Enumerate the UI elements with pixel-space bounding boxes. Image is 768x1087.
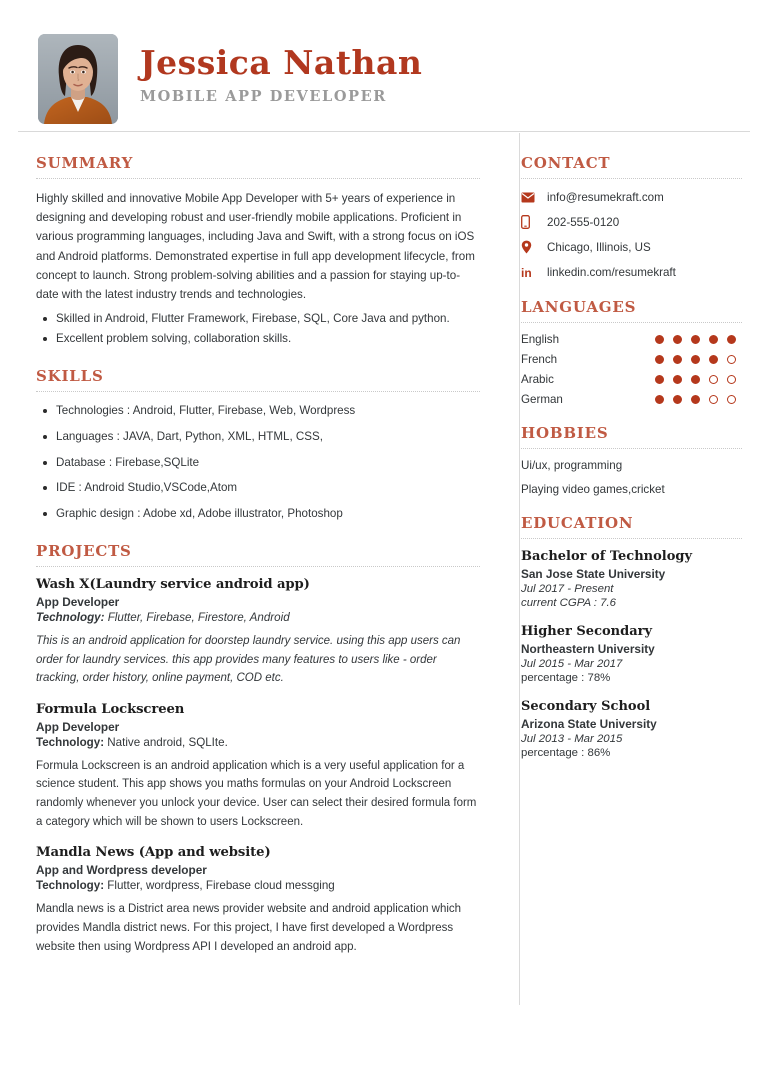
rating-dot-filled xyxy=(691,395,700,404)
list-item: Languages : JAVA, Dart, Python, XML, HTML, CSS, xyxy=(36,428,480,447)
summary-divider xyxy=(36,178,480,179)
section-skills xyxy=(36,367,480,524)
language-name: Arabic xyxy=(521,373,554,386)
section-languages xyxy=(521,298,742,406)
section-projects xyxy=(36,542,480,956)
header-text-block xyxy=(140,42,423,113)
project-technology-label: Technology: xyxy=(36,610,105,624)
resume-body xyxy=(0,132,768,974)
page-title: Jessica Nathan xyxy=(140,42,423,82)
languages-divider xyxy=(521,322,742,323)
job-title: MOBILE APP DEVELOPER xyxy=(140,88,387,106)
rating-dot-filled xyxy=(655,335,664,344)
language-rating-dots xyxy=(655,335,742,344)
project-role: App and Wordpress developer xyxy=(36,863,207,878)
education-degree: Secondary School xyxy=(521,699,651,714)
contact-divider xyxy=(521,178,742,179)
contact-location-row[interactable] xyxy=(521,239,742,255)
list-item: Skilled in Android, Flutter Framework, Firebase, SQL, Core Java and python. xyxy=(36,310,480,329)
education-extra: percentage : 86% xyxy=(521,747,611,759)
project-technology-value: Flutter, wordpress, Firebase cloud messging xyxy=(104,879,335,893)
rating-dot-filled xyxy=(709,335,718,344)
contact-phone-text: 202-555-0120 xyxy=(547,215,620,229)
languages-heading: LANGUAGES xyxy=(521,298,637,316)
skills-heading: SKILLS xyxy=(36,366,104,385)
rating-dot-filled xyxy=(673,335,682,344)
project-description: Formula Lockscreen is an android application which is a very useful application for a science student. This app shows you maths formulas on your Android Lockscreen randomly whenever you unlock your device. User can select their desired formula form a category which will be shown to users Lockscreen. xyxy=(36,759,477,828)
language-row xyxy=(521,373,742,386)
project-item xyxy=(36,577,480,688)
section-summary xyxy=(36,154,480,349)
left-column xyxy=(0,132,500,974)
rating-dot-empty xyxy=(727,395,736,404)
list-item: Graphic design : Adobe xd, Adobe illustrator, Photoshop xyxy=(36,505,480,524)
rating-dot-filled xyxy=(673,375,682,384)
section-contact xyxy=(521,154,742,280)
project-technology-label: Technology: xyxy=(36,735,105,749)
project-item xyxy=(36,702,480,832)
project-description: This is an android application for doorstep laundry service. using this app users can order for laundry services. this app provides many features to users like - order tracking, order history, online payment, COD etc. xyxy=(36,634,461,685)
project-title: Formula Lockscreen xyxy=(36,701,185,717)
hobby-item: Playing video games,cricket xyxy=(521,483,665,496)
hobbies-heading: HOBBIES xyxy=(521,424,609,442)
education-extra: percentage : 78% xyxy=(521,672,611,684)
contact-heading: CONTACT xyxy=(521,154,611,172)
rating-dot-empty xyxy=(709,395,718,404)
education-school: Arizona State University xyxy=(521,717,657,731)
projects-heading: PROJECTS xyxy=(36,541,132,560)
rating-dot-empty xyxy=(727,375,736,384)
language-row xyxy=(521,393,742,406)
summary-bullet-list xyxy=(36,310,480,349)
education-dates: Jul 2017 - Present xyxy=(521,583,614,595)
project-technology xyxy=(36,736,480,749)
phone-icon xyxy=(521,214,539,230)
education-dates: Jul 2013 - Mar 2015 xyxy=(521,733,623,745)
projects-divider xyxy=(36,566,480,567)
linkedin-icon xyxy=(521,264,539,280)
language-rating-dots xyxy=(655,355,742,364)
avatar xyxy=(38,34,118,124)
rating-dot-filled xyxy=(691,355,700,364)
education-school: Northeastern University xyxy=(521,642,655,656)
portrait-photo-icon xyxy=(38,34,118,124)
contact-email-text: info@resumekraft.com xyxy=(547,190,664,204)
summary-paragraph: Highly skilled and innovative Mobile App Developer with 5+ years of experience in designing and developing robust and user-friendly mobile applications. Proficient in various programming languages, including Java and Swift, with a strong focus on iOS and Android platforms. Demonstrated expertise in full app development lifecycle, from concept to launch. Strong problem-solving abilities and a passion for staying up-to-date with the latest industry trends and technologies. xyxy=(36,192,475,302)
location-pin-icon xyxy=(521,239,539,255)
rating-dot-filled xyxy=(655,375,664,384)
project-technology-label: Technology: xyxy=(36,879,105,893)
education-heading: EDUCATION xyxy=(521,514,634,532)
rating-dot-filled xyxy=(673,355,682,364)
section-hobbies xyxy=(521,424,742,496)
skills-list xyxy=(36,402,480,524)
hobby-item: Ui/ux, programming xyxy=(521,459,623,472)
list-item: Excellent problem solving, collaboration skills. xyxy=(36,330,480,349)
contact-email-row[interactable] xyxy=(521,189,742,205)
rating-dot-empty xyxy=(709,375,718,384)
header-divider xyxy=(18,131,750,132)
rating-dot-filled xyxy=(691,375,700,384)
rating-dot-filled xyxy=(655,395,664,404)
envelope-icon xyxy=(521,189,539,205)
education-extra: current CGPA : 7.6 xyxy=(521,597,616,609)
list-item: Database : Firebase,SQLite xyxy=(36,454,480,473)
project-role: App Developer xyxy=(36,594,120,609)
project-description: Mandla news is a District area news provider website and android application which provides Mandla district news. For this project, I have first developed a Wordpress website then using Wordpress API I developed an android app. xyxy=(36,903,462,953)
svg-text:in: in xyxy=(521,265,532,279)
rating-dot-filled xyxy=(727,335,736,344)
project-technology-value: Native android, SQLIte. xyxy=(104,735,228,749)
list-item: IDE : Android Studio,VSCode,Atom xyxy=(36,479,480,498)
resume-header xyxy=(0,0,768,132)
education-school: San Jose State University xyxy=(521,567,666,581)
language-rating-dots xyxy=(655,375,742,384)
section-education xyxy=(521,514,742,759)
education-degree: Bachelor of Technology xyxy=(521,549,693,564)
education-dates: Jul 2015 - Mar 2017 xyxy=(521,658,623,670)
project-technology-value: Flutter, Firebase, Firestore, Android xyxy=(104,610,290,624)
contact-linkedin-row[interactable] xyxy=(521,264,742,280)
language-rating-dots xyxy=(655,395,742,404)
summary-heading: SUMMARY xyxy=(36,154,134,172)
rating-dot-filled xyxy=(691,335,700,344)
education-item xyxy=(521,624,742,684)
project-technology xyxy=(36,879,480,892)
contact-linkedin-text: linkedin.com/resumekraft xyxy=(547,265,676,279)
education-degree: Higher Secondary xyxy=(521,624,653,639)
project-title: Mandla News (App and website) xyxy=(36,845,271,861)
hobbies-divider xyxy=(521,448,742,449)
education-item xyxy=(521,699,742,759)
language-row xyxy=(521,333,742,346)
rating-dot-filled xyxy=(709,355,718,364)
contact-location-text: Chicago, Illinois, US xyxy=(547,240,651,254)
column-divider xyxy=(519,133,520,1005)
project-title: Wash X(Laundry service android app) xyxy=(36,576,310,592)
education-divider xyxy=(521,538,742,539)
rating-dot-empty xyxy=(727,355,736,364)
project-role: App Developer xyxy=(36,719,120,734)
skills-divider xyxy=(36,391,480,392)
rating-dot-filled xyxy=(673,395,682,404)
contact-phone-row[interactable] xyxy=(521,214,742,230)
language-name: French xyxy=(521,353,558,366)
list-item: Technologies : Android, Flutter, Firebase, Web, Wordpress xyxy=(36,402,480,421)
project-technology xyxy=(36,611,480,624)
right-column xyxy=(500,132,768,974)
language-row xyxy=(521,353,742,366)
rating-dot-filled xyxy=(655,355,664,364)
education-item xyxy=(521,549,742,609)
language-name: English xyxy=(521,333,560,346)
language-name: German xyxy=(521,393,563,406)
project-item xyxy=(36,845,480,956)
